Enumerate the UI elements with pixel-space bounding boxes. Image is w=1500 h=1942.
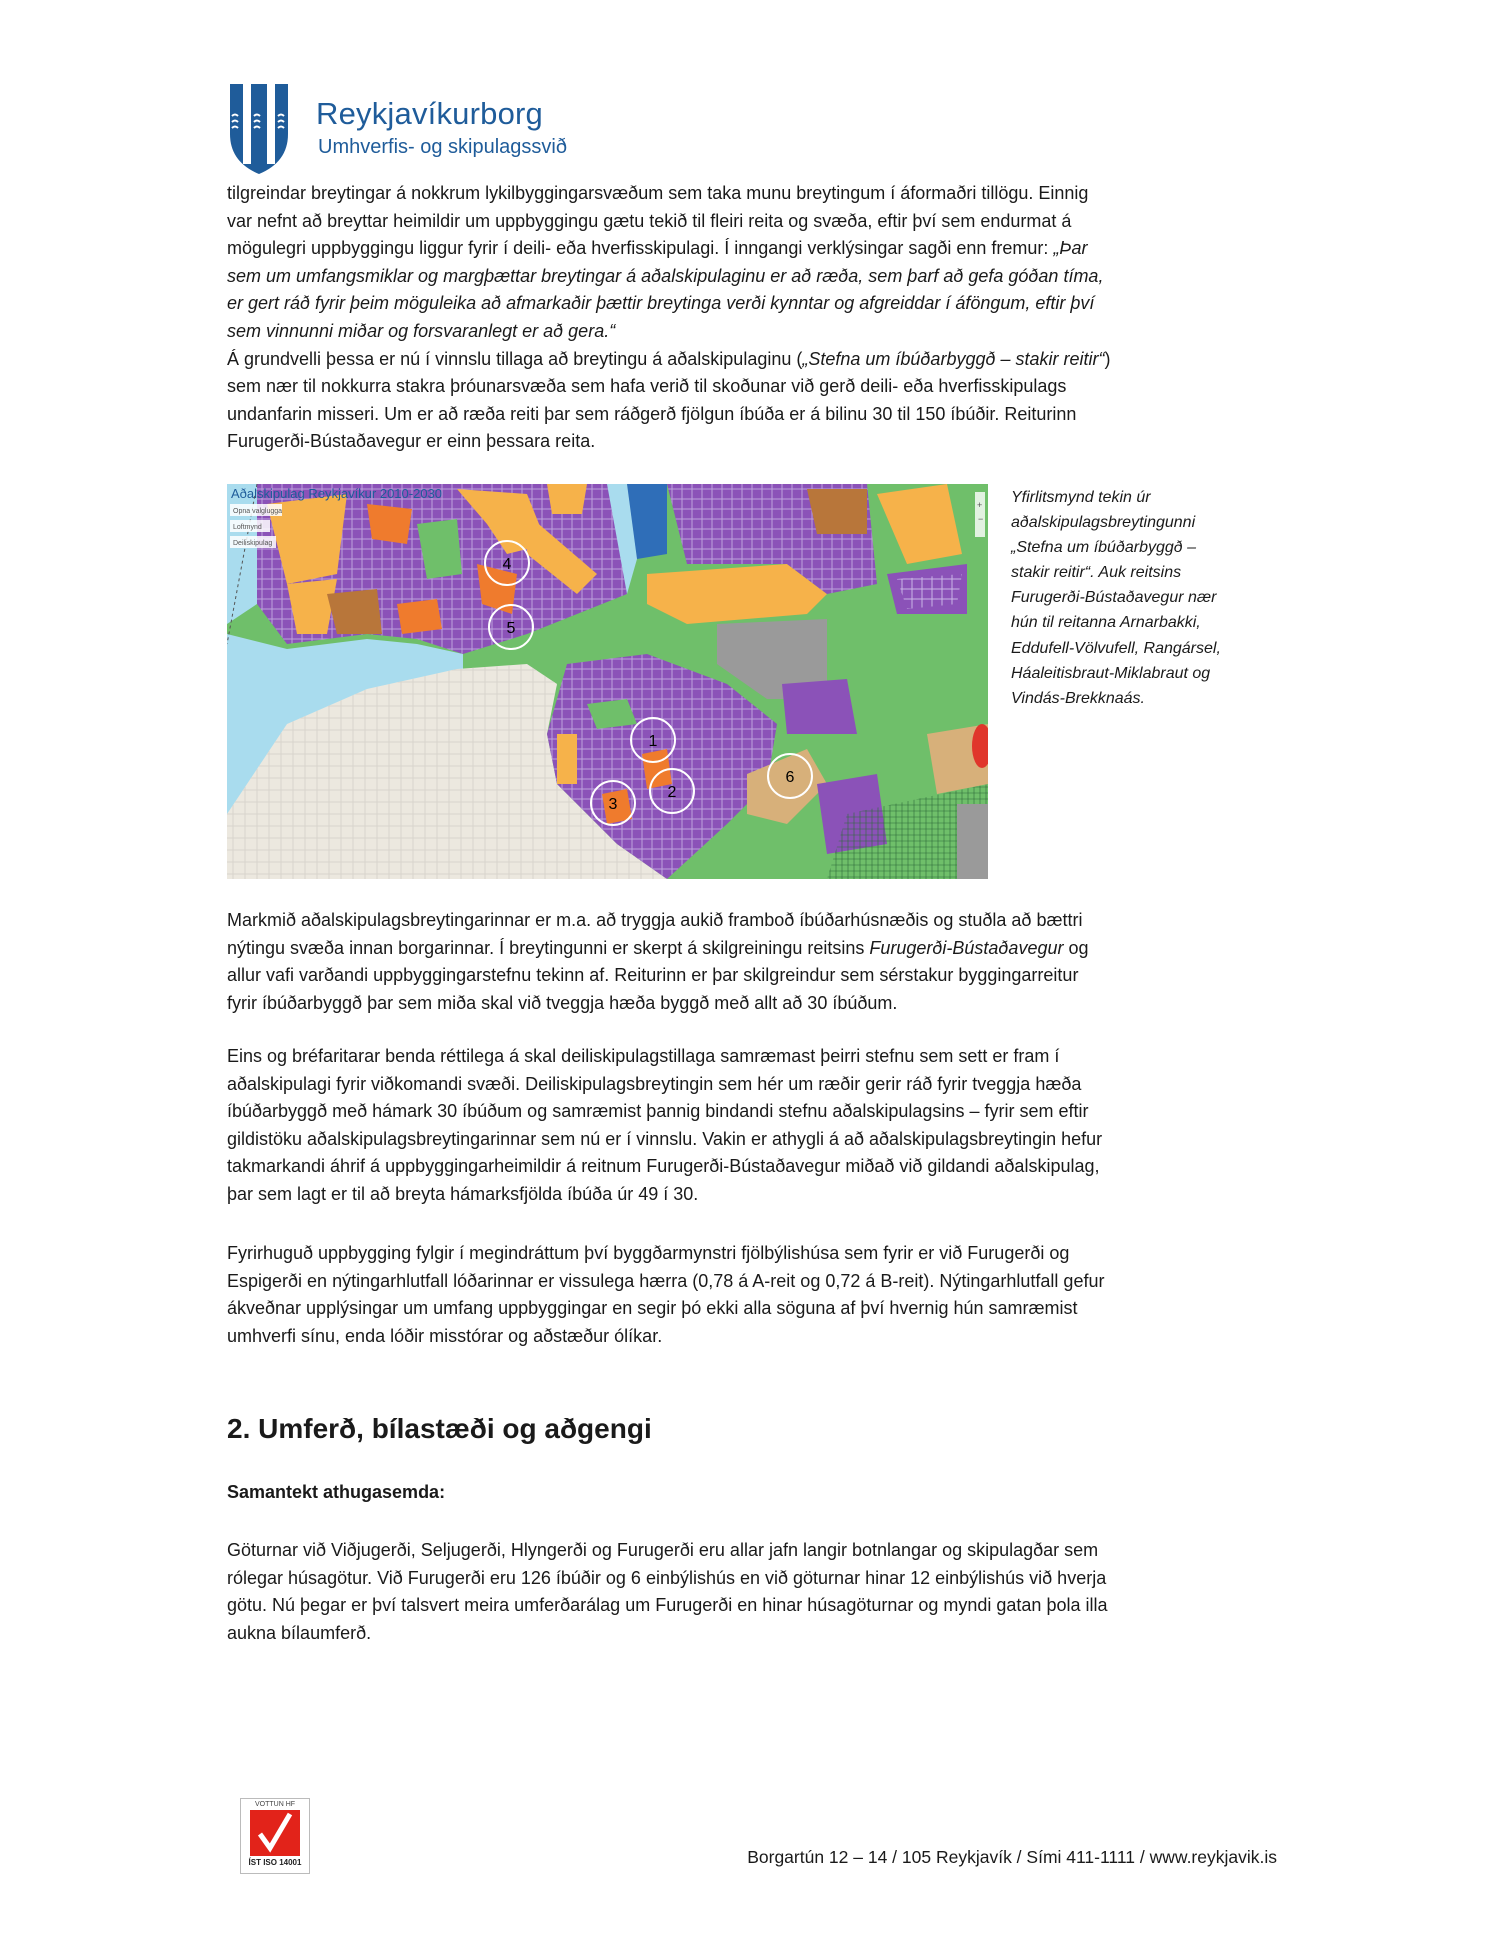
svg-text:5: 5 [506, 620, 516, 637]
text-segment: ) [1104, 348, 1111, 369]
svg-text:Opna valglugga: Opna valglugga [233, 508, 283, 515]
shield-icon [228, 82, 290, 176]
svg-text:2: 2 [667, 784, 677, 801]
paragraph-4 [227, 1240, 1267, 1350]
svg-text:6: 6 [785, 769, 795, 786]
caption-line: Háaleitisbraut-Miklabraut og [1011, 664, 1211, 682]
italic-text: „Þar [1053, 238, 1088, 259]
text-line [227, 990, 1267, 1018]
text-line [227, 401, 1267, 429]
text-line [227, 907, 1267, 935]
footer-address: Borgartún 12 – 14 / 105 Reykjavík / Sími 411-1111 / www.reykjavik.is [747, 1847, 1277, 1867]
text-line [227, 935, 1267, 963]
text-segment: Göturnar við Viðjugerði, Seljugerði, Hlyngerði og Furugerði eru allar jafn langir botnlangar og skipulagðar sem [227, 1540, 1099, 1560]
text-line [227, 1126, 1267, 1154]
text-line [227, 318, 1267, 346]
text-line [227, 1043, 1267, 1071]
text-line [227, 1295, 1267, 1323]
text-segment: Eins og bréfaritarar benda réttilega á skal deiliskipulagstillaga samræmast þeirri stefnu sem sett er fram í [227, 1046, 1060, 1066]
text-line [227, 290, 1267, 318]
italic-text: sem vinnunni miðar og forsvaranlegt er að gera.“ [227, 320, 616, 341]
svg-text:1: 1 [648, 733, 658, 750]
caption-line: Vindás-Brekknaás. [1011, 689, 1145, 707]
text-segment: sem nær til nokkurra stakra þróunarsvæða sem hafa verið til skoðunar við gerð deili- eða hverfisskipulags [227, 376, 1067, 397]
checkmark-icon [250, 1810, 300, 1856]
text-line [227, 1153, 1267, 1181]
text-segment: Espigerði en nýtingarhlutfall lóðarinnar er vissulega hærra (0,78 á A-reit og 0,72 á B-reit). Nýtingarhlutfall gefur [227, 1270, 1105, 1291]
text-line [227, 1620, 1267, 1648]
map-button-loftmynd[interactable] [230, 520, 270, 532]
text-segment: götu. Nú þegar er því talsvert meira umferðarálag um Furugerði en hinar húsagöturnar og myndi gatan þola illa [227, 1595, 1108, 1616]
text-line [227, 1071, 1267, 1099]
text-line [227, 1592, 1267, 1620]
text-segment: mögulegri uppbyggingu liggur fyrir í deili- eða hverfisskipulagi. Í inngangi verklýsingar sagði enn fremur: [227, 238, 1054, 259]
text-line [227, 235, 1267, 263]
caption-line: stakir reitir“. Auk reitsins [1011, 564, 1182, 582]
text-segment: íbúðarbyggð með hámark 30 íbúðum og samræmist þannig bindandi stefnu aðalskipulagsins – fyrir sem eftir [227, 1101, 1089, 1122]
text-line [227, 1537, 1267, 1565]
text-line [227, 263, 1267, 291]
map-button-deiliskipulag[interactable] [230, 536, 276, 548]
text-line [227, 1323, 1267, 1351]
text-segment: ákveðnar upplýsingar um umfang uppbyggingar en segir þó ekki alla söguna af því hvernig hún samræmist [227, 1298, 1078, 1319]
text-segment: undanfarin misseri. Um er að ræða reiti þar sem ráðgerð fjölgun íbúða er á bilinu 30 til 150 íbúðir. Reiturinn [227, 403, 1077, 424]
paragraph-3 [227, 1043, 1267, 1209]
zoning-map-figure [227, 484, 988, 879]
italic-text: Furugerði-Bústaðavegur [869, 937, 1064, 958]
caption-line: hún til reitanna Arnarbakki, [1011, 614, 1201, 632]
text-segment: og [1063, 937, 1089, 958]
text-line [227, 1181, 1267, 1209]
text-line [227, 428, 1267, 456]
svg-text:Deiliskipulag: Deiliskipulag [233, 540, 273, 547]
italic-text: „Stefna um íbúðarbyggð – stakir reitir“ [802, 348, 1105, 369]
text-segment: Fyrirhuguð uppbygging fylgir í megindráttum því byggðarmynstri fjölbýlishúsa sem fyrir er við Furugerði og [227, 1243, 1070, 1263]
org-name: Reykjavíkurborg [316, 96, 543, 131]
text-segment: nýtingu svæða innan borgarinnar. Í breytingunni er skerpt á skilgreiningu reitsins [227, 937, 870, 958]
text-segment: gildistöku aðalskipulagsbreytingarinnar sem nú er í vinnslu. Vakin er athygli á að aðalskipulagsbreytingin hefur [227, 1128, 1103, 1149]
map-title: Aðalskipulag Reykjavíkur 2010-2030 [231, 486, 443, 501]
svg-text:4: 4 [502, 556, 512, 573]
text-segment: aðalskipulagi fyrir viðkomandi svæði. Deiliskipulagsbreytingin sem hér um ræðir gerir ráð fyrir tveggja hæða [227, 1073, 1082, 1094]
map-caption [1011, 485, 1271, 711]
svg-text:3: 3 [608, 796, 618, 813]
text-segment: fyrir íbúðarbyggð þar sem miða skal við tveggja hæða byggð með allt að 30 íbúðum. [227, 992, 898, 1013]
svg-text:Loftmynd: Loftmynd [233, 524, 262, 531]
cert-top-text: VOTTUN HF [254, 1801, 296, 1808]
iso-certification-logo [240, 1798, 310, 1874]
caption-line: Furugerði-Bústaðavegur nær [1011, 589, 1217, 607]
text-segment: umhverfi sínu, enda lóðir misstórar og aðstæður ólíkar. [227, 1325, 663, 1346]
text-line [227, 180, 1267, 208]
paragraph-2 [227, 907, 1267, 1017]
caption-line: Eddufell-Völvufell, Rangársel, [1011, 639, 1221, 657]
text-segment: allur vafi varðandi uppbyggingarstefnu tekinn af. Reiturinn er þar skilgreindur sem sérstakur byggingarreitur [227, 965, 1079, 986]
italic-text: er gert ráð fyrir þeim möguleika að afmarkaðir þættir breytinga verði kynntar og afgreiddar í áföngum, eftir því [227, 293, 1095, 314]
zoom-in-icon: + [977, 500, 983, 510]
text-segment: aukna bílaumferð. [227, 1622, 372, 1643]
map-button-opna-valglugga[interactable] [230, 504, 282, 516]
text-segment: Markmið aðalskipulagsbreytingarinnar er m.a. að tryggja aukið framboð íbúðarhúsnæðis og stuðla að bættri [227, 910, 1083, 930]
cert-bottom-text: ÍST ISO 14001 [248, 1858, 302, 1867]
italic-text: sem um umfangsmiklar og margþættar breytingar á aðalskipulaginu er að ræða, sem þarf að gefa góðan tíma, [227, 265, 1104, 286]
city-logo [228, 82, 290, 176]
text-segment: takmarkandi áhrif á uppbyggingarheimildir á reitnum Furugerði-Bústaðavegur miðað við gildandi aðalskipulag, [227, 1156, 1100, 1177]
text-segment: Á grundvelli þessa er nú í vinnslu tillaga að breytingu á aðalskipulaginu ( [227, 348, 803, 369]
text-segment: þar sem lagt er til að breyta hámarksfjölda íbúða úr 49 í 30. [227, 1183, 699, 1204]
section-heading: 2. Umferð, bílastæði og aðgengi [227, 1413, 652, 1444]
text-segment: tilgreindar breytingar á nokkrum lykilbyggingarsvæðum sem taka munu breytingum í áformaðri tillögu. Einnig [227, 183, 1089, 203]
zoom-out-icon: − [978, 514, 984, 524]
text-line [227, 346, 1267, 374]
paragraph-5 [227, 1537, 1267, 1647]
text-line [227, 208, 1267, 236]
text-line [227, 1268, 1267, 1296]
zoom-controls[interactable] [975, 492, 985, 537]
text-segment: Furugerði-Bústaðavegur er einn þessara reita. [227, 431, 596, 452]
text-segment: var nefnt að breyttar heimildir um uppbyggingu gætu tekið til fleiri reita og svæða, eftir því sem endurmat á [227, 210, 1072, 231]
department-name: Umhverfis- og skipulagssvið [318, 136, 567, 158]
text-line [227, 962, 1267, 990]
text-line [227, 373, 1267, 401]
caption-line: Yfirlitsmynd tekin úr [1011, 489, 1151, 506]
zoning-map [227, 484, 988, 879]
text-line [227, 1565, 1267, 1593]
text-line [227, 1098, 1267, 1126]
paragraph-1 [227, 180, 1267, 456]
section-subheading: Samantekt athugasemda: [227, 1482, 446, 1502]
text-segment: rólegar húsagötur. Við Furugerði eru 126 íbúðir og 6 einbýlishús en við göturnar hinar 12 einbýlishús við hverja [227, 1567, 1107, 1588]
caption-line: „Stefna um íbúðarbyggð – [1011, 539, 1197, 557]
text-line [227, 1240, 1267, 1268]
caption-line: aðalskipulagsbreytingunni [1011, 514, 1196, 532]
